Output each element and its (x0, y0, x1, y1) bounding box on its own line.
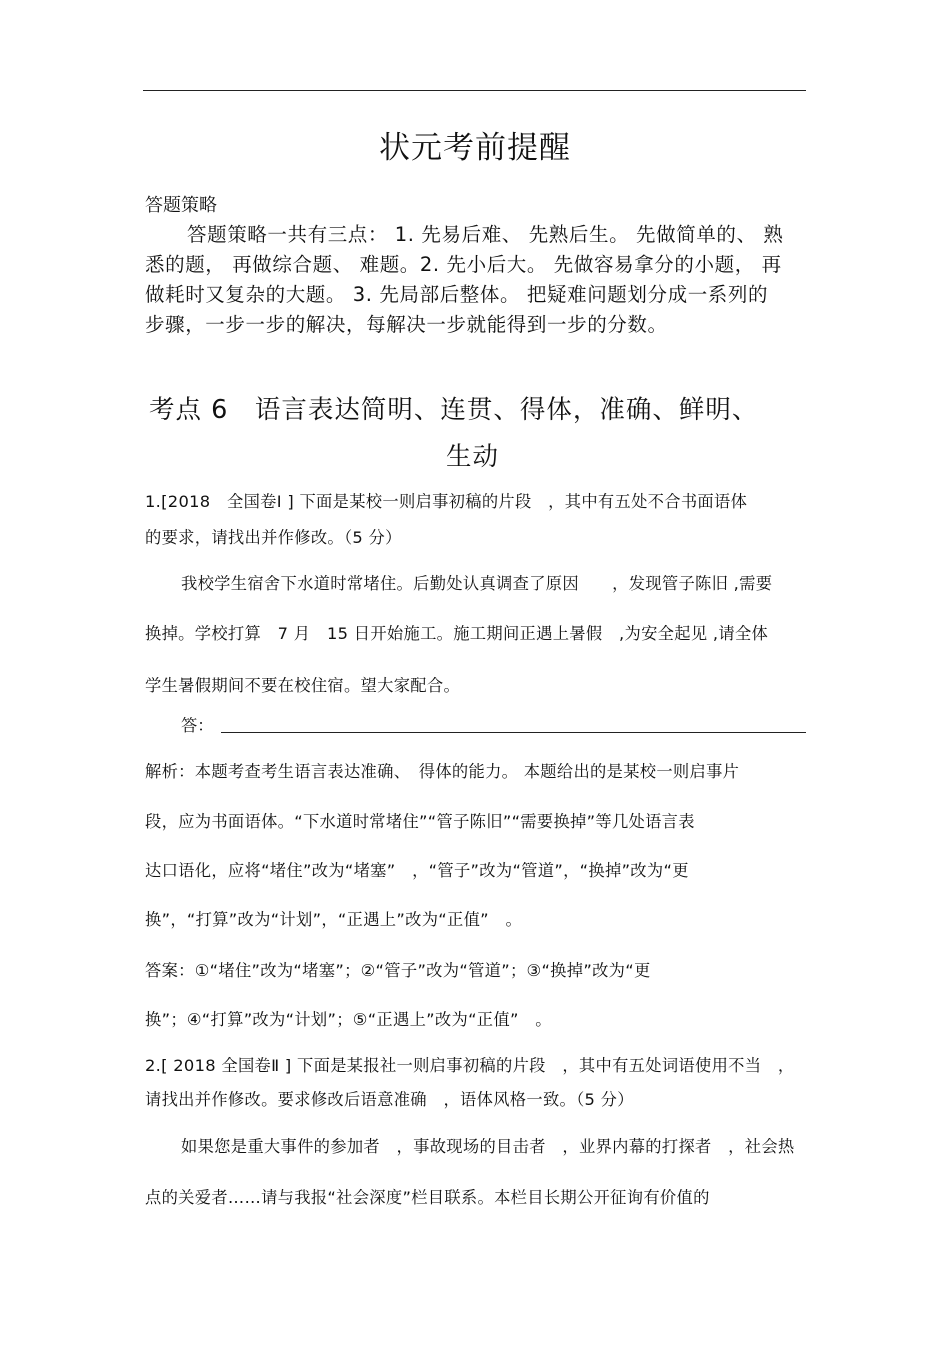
question-2-passage: 点的关爱者……请与我报“社会深度”栏目联系。本栏目长期公开征询有价值的 (145, 1188, 710, 1207)
question-2-passage: 如果您是重大事件的参加者 ，事故现场的目击者 ，业界内幕的打探者 ，社会热 (181, 1137, 795, 1156)
question-2-stem: 2.[ 2018 全国卷Ⅱ ] 下面是某报社一则启事初稿的片段 ，其中有五处词语使用不当 ， (145, 1056, 795, 1075)
answer-key: 答案：①“堵住”改为“堵塞”；②“管子”改为“管道”；③“换掉”改为“更 (145, 961, 651, 980)
strategy-line: 做耗时又复杂的大题。 3. 先局部后整体。 把疑难问题划分成一系列的 (145, 283, 769, 306)
section-title-continued: 生动 (446, 442, 500, 472)
question-1-stem: 1.[2018 全国卷Ⅰ ] 下面是某校一则启事初稿的片段 ，其中有五处不合书面语体 (145, 492, 748, 511)
header-rule (143, 90, 806, 91)
answer-blank-line[interactable] (221, 732, 806, 733)
strategy-line: 答题策略一共有三点： 1. 先易后难、 先熟后生。 先做简单的、 熟 (187, 223, 784, 246)
question-1-passage: 学生暑假期间不要在校住宿。望大家配合。 (145, 676, 461, 695)
answer-key: 换”；④“打算”改为“计划”；⑤“正遇上”改为“正值” 。 (145, 1010, 552, 1029)
analysis-text: 解析：本题考查考生语言表达准确、 得体的能力。 本题给出的是某校一则启事片 (145, 762, 740, 781)
strategy-line: 悉的题， 再做综合题、 难题。2. 先小后大。 先做容易拿分的小题， 再 (145, 253, 782, 276)
analysis-text: 换”，“打算”改为“计划”，“正遇上”改为“正值” 。 (145, 910, 523, 929)
section-title: 考点 6 语言表达简明、连贯、得体，准确、鲜明、 (149, 395, 759, 425)
strategy-label: 答题策略 (145, 195, 217, 216)
question-1-passage: 我校学生宿舍下水道时常堵住。后勤处认真调查了原因 ，发现管子陈旧 ,需要 (181, 574, 773, 593)
analysis-text: 达口语化，应将“堵住”改为“堵塞” ，“管子”改为“管道”，“换掉”改为“更 (145, 861, 689, 880)
page-title: 状元考前提醒 (379, 130, 571, 166)
question-1-stem: 的要求，请找出并作修改。（5 分） (145, 528, 402, 547)
answer-label: 答： (181, 716, 214, 735)
question-1-passage: 换掉。学校打算 7 月 15 日开始施工。施工期间正遇上暑假 ,为安全起见 ,请全体 (145, 624, 769, 643)
question-2-stem: 请找出并作修改。要求修改后语意准确 ，语体风格一致。（5 分） (145, 1090, 634, 1109)
answer-row (181, 712, 806, 738)
strategy-line: 步骤，一步一步的解决，每解决一步就能得到一步的分数。 (145, 313, 668, 336)
analysis-text: 段，应为书面语体。“下水道时常堵住”“管子陈旧”“需要换掉”等几处语言表 (145, 812, 695, 831)
